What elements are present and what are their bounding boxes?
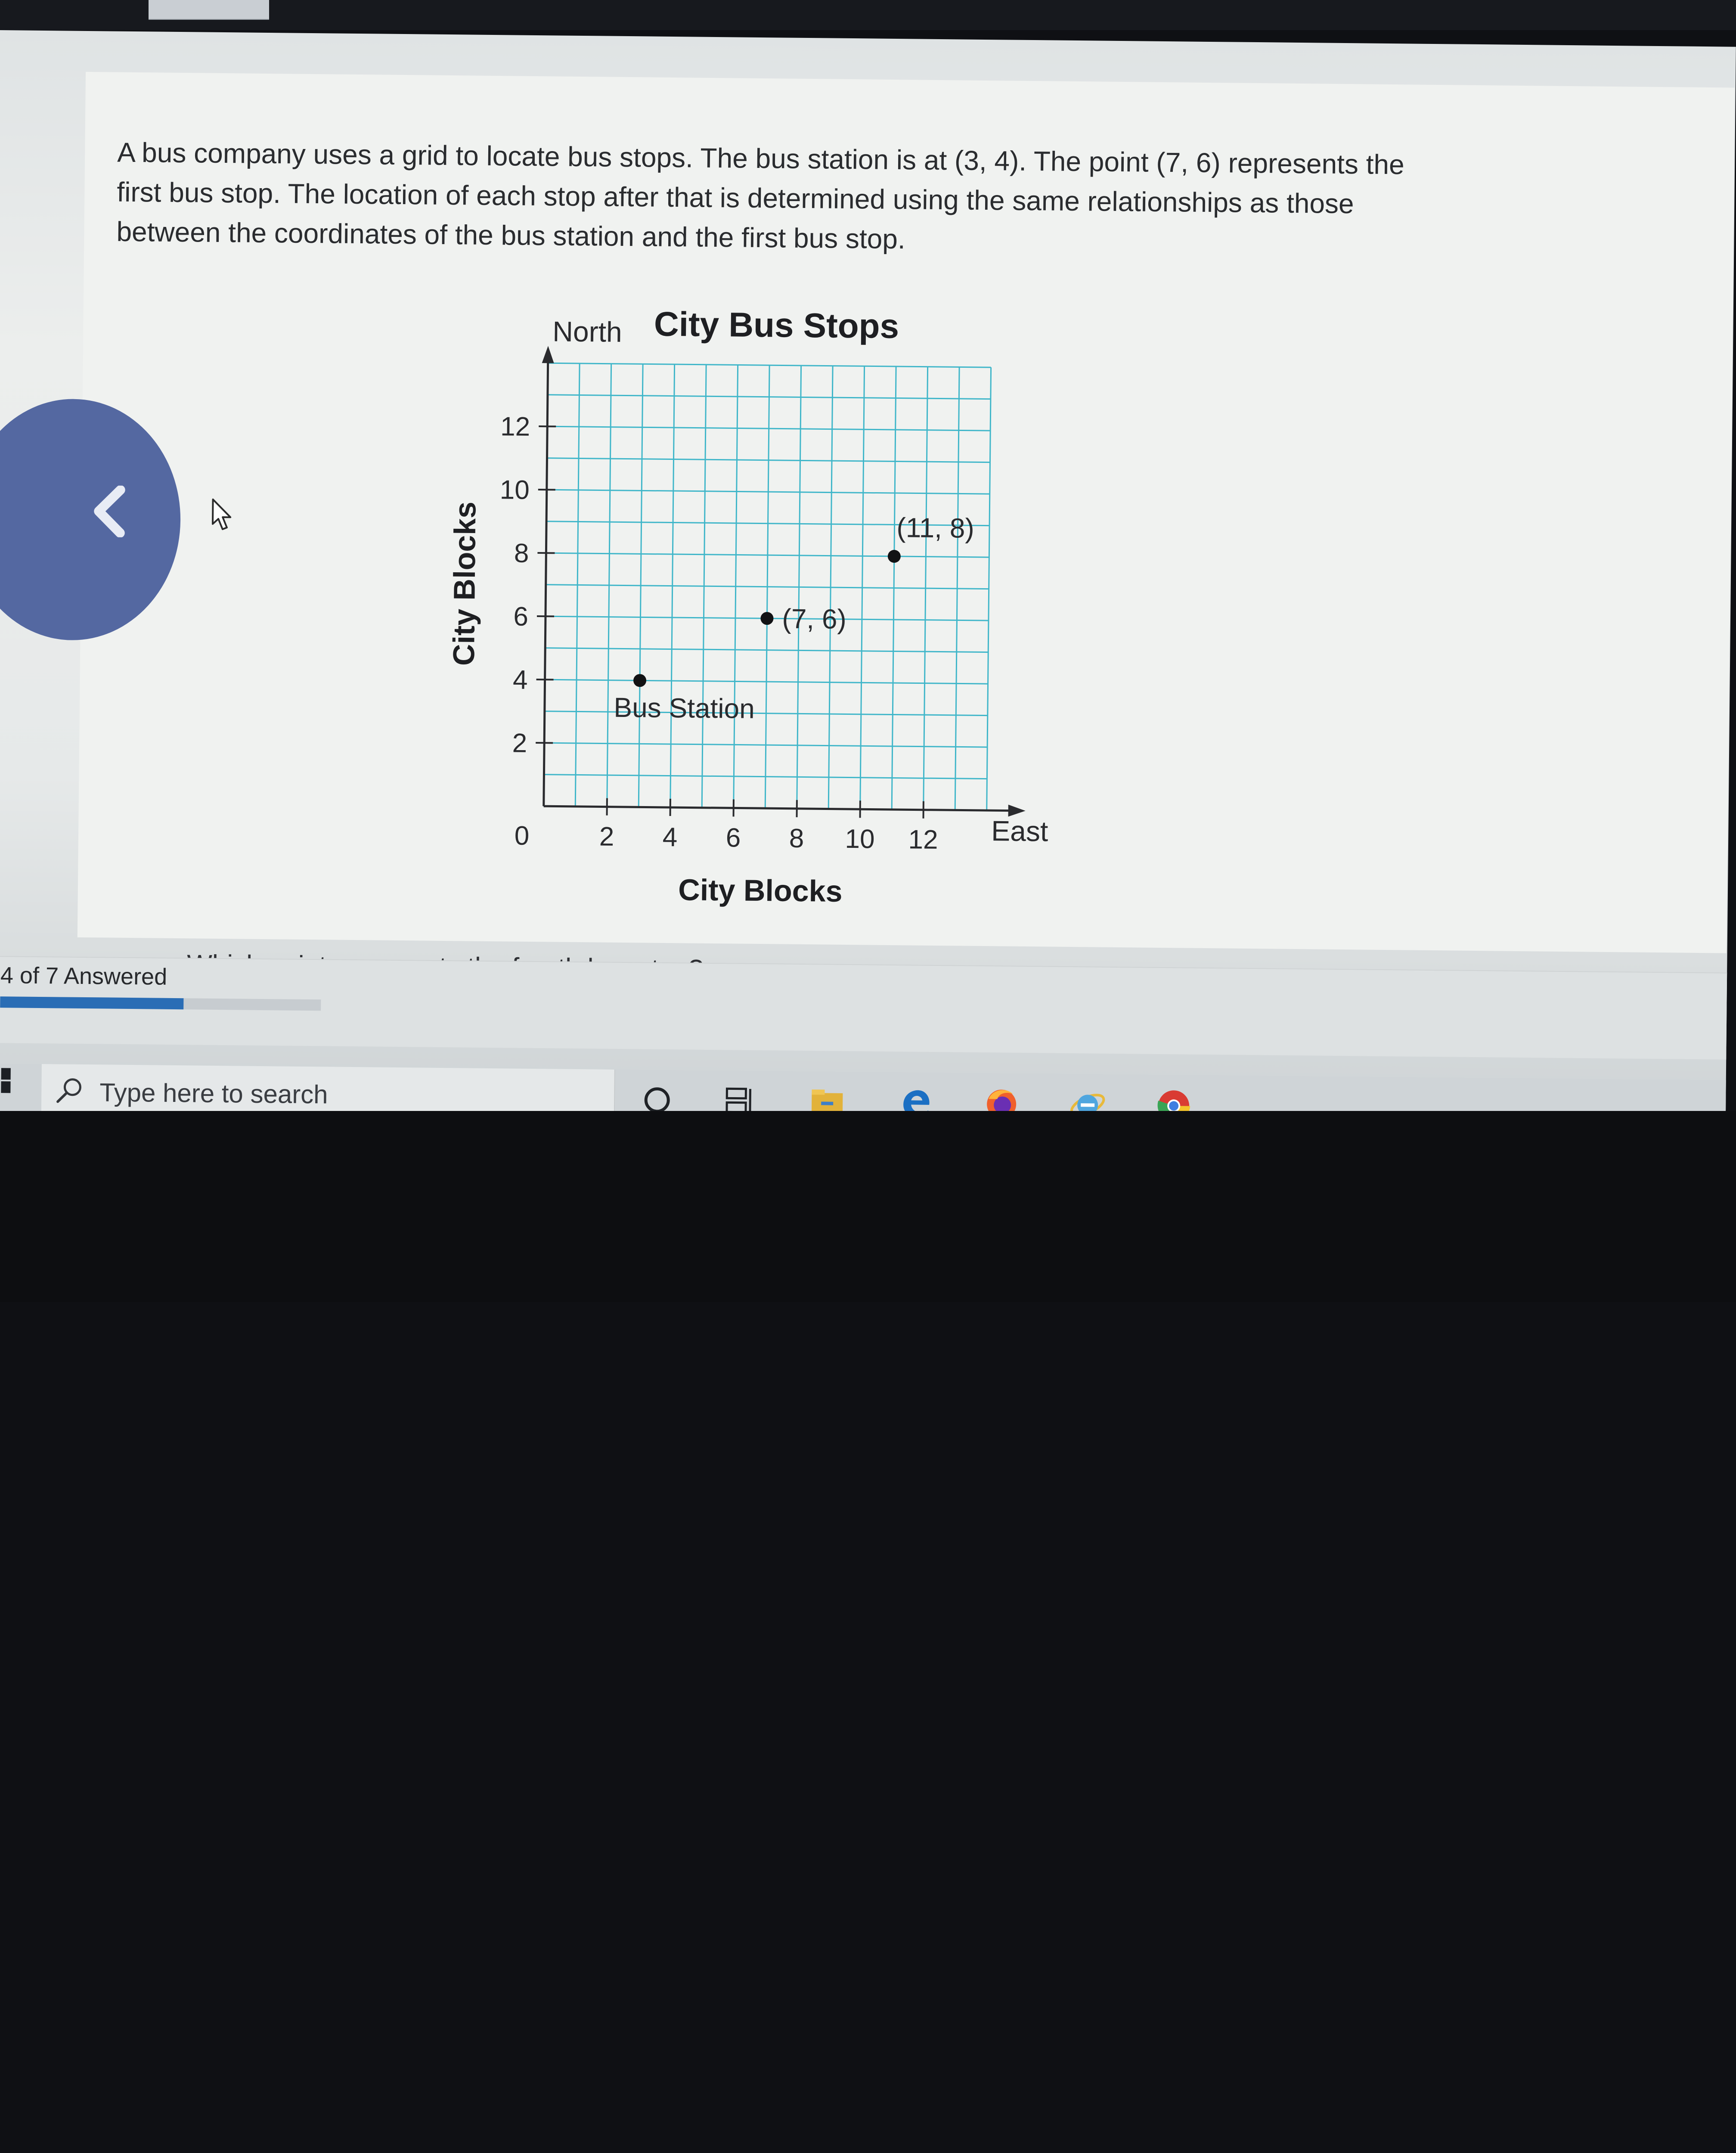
chart (78, 72, 1735, 953)
data-point (760, 612, 773, 625)
x-tick-label: 6 (725, 823, 741, 853)
chart-grid (544, 363, 991, 810)
data-point-label: (11, 8) (896, 512, 974, 544)
search-placeholder: Type here to search (99, 1077, 328, 1109)
screen (0, 30, 1736, 1111)
chart-title: City Bus Stops (654, 305, 899, 345)
progress-label: 4 of 7 Answered (0, 962, 167, 990)
x-axis-label: City Blocks (678, 873, 843, 908)
x-axis-line (544, 806, 1013, 810)
data-point (633, 674, 646, 687)
data-point-label: (7, 6) (782, 603, 846, 635)
origin-label: 0 (515, 821, 530, 851)
y-axis-arrow-icon (542, 346, 554, 363)
x-tick-label: 12 (908, 825, 938, 855)
y-tick-label: 10 (500, 475, 530, 505)
mouse-cursor-icon (211, 497, 237, 532)
chevron-left-icon (88, 485, 131, 537)
progress-bar-fill (0, 996, 183, 1009)
x-tick-label: 2 (599, 822, 614, 851)
y-tick-label: 8 (514, 539, 529, 568)
y-tick-label: 2 (512, 728, 527, 758)
data-point (888, 550, 901, 563)
monitor-bezel (0, 1111, 1736, 1302)
progress-bar (0, 996, 321, 1011)
y-axis-label: City Blocks (447, 501, 482, 666)
y-tick-label: 12 (500, 412, 530, 442)
progress-section (0, 956, 1727, 1060)
question-line: between the coordinates of the bus station and the first bus stop. (116, 212, 1494, 265)
question-panel (78, 72, 1735, 953)
x-tick-label: 4 (663, 822, 678, 852)
window-top-bar (0, 0, 1736, 30)
x-tick-label: 10 (845, 824, 875, 854)
question-line: first bus stop. The location of each stop after that is determined using the same relationships as those (117, 172, 1495, 225)
y-direction-label: North (552, 315, 622, 348)
windows-start-icon[interactable] (0, 1068, 12, 1094)
y-tick-label: 4 (513, 665, 528, 695)
question-line: A bus company uses a grid to locate bus stops. The bus station is at (3, 4). The point (7, 6) represents the (117, 133, 1495, 186)
y-tick-label: 6 (513, 602, 528, 632)
data-point-label: Bus Station (614, 692, 755, 724)
x-direction-label: East (991, 815, 1048, 847)
x-tick-label: 8 (789, 824, 804, 853)
search-icon (54, 1075, 85, 1105)
browser-tab[interactable] (149, 0, 269, 20)
